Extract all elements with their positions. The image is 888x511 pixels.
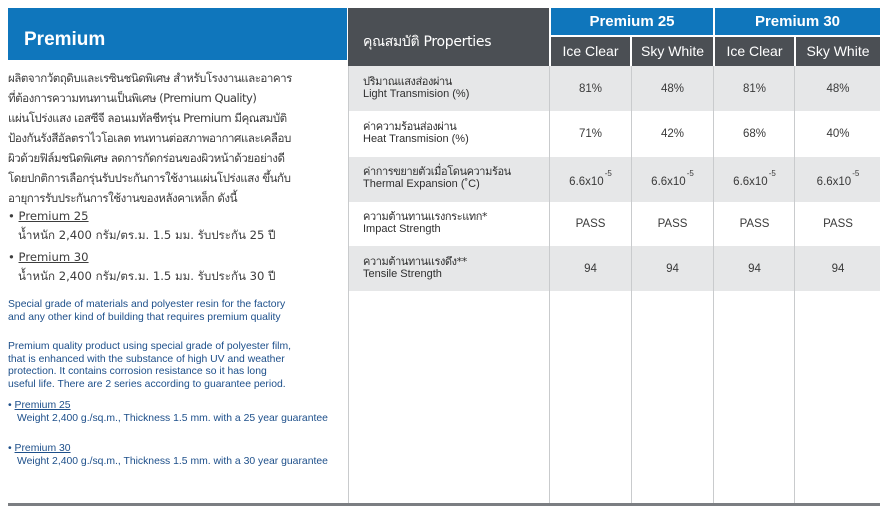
property-english: Heat Transmision (%) bbox=[363, 133, 469, 145]
value-cell bbox=[715, 169, 794, 188]
table-row bbox=[348, 202, 880, 246]
value-base: 6.6x10 bbox=[816, 176, 852, 188]
property-thai: ความต้านทานแรงกระแทก* bbox=[363, 210, 488, 223]
value-cell bbox=[632, 169, 713, 188]
bullet-title: Premium 25 bbox=[14, 400, 71, 411]
column-divider bbox=[713, 66, 714, 504]
description-panel bbox=[8, 68, 348, 468]
bullet-title: Premium 30 bbox=[14, 443, 71, 454]
bullet-title: Premium 25 bbox=[18, 209, 89, 223]
en-bullet-premium-25: • Premium 25 Weight 2,400 g./sq.m., Thickness 1.5 mm. with a 25 year guarantee bbox=[8, 400, 348, 425]
bullet-desc: น้ำหนัก 2,400 กรัม/ตร.ม. 1.5 มม. รับประกัน 25 ปี bbox=[18, 228, 276, 242]
value-cell: PASS bbox=[575, 218, 606, 230]
variant-sky-white: Sky White bbox=[632, 37, 713, 66]
value-cell: PASS bbox=[739, 218, 770, 230]
en-line: that is enhanced with the substance of high UV and weather bbox=[8, 353, 285, 365]
en-line: useful life. There are 2 series according to guarantee period. bbox=[8, 378, 286, 390]
en-line: protection. It contains corrosion resistance so it has long bbox=[8, 366, 267, 377]
value-cell: 42% bbox=[660, 128, 685, 140]
thai-bullet-premium-30: • Premium 30 น้ำหนัก 2,400 กรัม/ตร.ม. 1.5 มม. รับประกัน 30 ปี bbox=[8, 249, 348, 285]
value-cell: 94 bbox=[748, 263, 761, 275]
bullet-desc: Weight 2,400 g./sq.m., Thickness 1.5 mm. with a 30 year guarantee bbox=[17, 455, 328, 467]
value-cell: 68% bbox=[742, 128, 767, 140]
properties-header: คุณสมบัติ Properties bbox=[348, 8, 549, 66]
variant-ice-clear: Ice Clear bbox=[551, 37, 630, 66]
thai-line: ผลิตจากวัตถุดิบและเรซินชนิดพิเศษ สำหรับโรงงานและอาคาร bbox=[8, 71, 292, 85]
thai-bullet-premium-25: • Premium 25 น้ำหนัก 2,400 กรัม/ตร.ม. 1.5 มม. รับประกัน 25 ปี bbox=[8, 208, 348, 244]
value-cell: 40% bbox=[826, 128, 850, 140]
bullet-desc: Weight 2,400 g./sq.m., Thickness 1.5 mm. with a 25 year guarantee bbox=[17, 412, 328, 424]
column-divider bbox=[631, 66, 632, 504]
property-label bbox=[363, 165, 511, 191]
thai-line: อายุการรับประกันการใช้งานของหลังคาเหล็ก ดังนี้ bbox=[8, 191, 238, 205]
value-base: 6.6x10 bbox=[733, 176, 768, 188]
value-cell: PASS bbox=[823, 218, 853, 230]
property-thai: ค่าความร้อนส่องผ่าน bbox=[363, 120, 457, 133]
property-english: Light Transmision (%) bbox=[363, 88, 470, 100]
property-label bbox=[363, 255, 467, 281]
series-premium-25: Premium 25 bbox=[551, 8, 713, 35]
value-cell: 81% bbox=[742, 83, 767, 95]
value-cell: 48% bbox=[826, 83, 850, 95]
english-intro bbox=[8, 299, 348, 324]
value-exponent: -5 bbox=[686, 169, 694, 178]
thai-line: ที่ต้องการความทนทานเป็นพิเศษ (Premium Quality) bbox=[8, 91, 257, 105]
value-cell: 94 bbox=[831, 263, 845, 275]
value-base: 6.6x10 bbox=[569, 176, 604, 188]
thai-line: ป้องกันรังสีอัลตราไวโอเลต ทนทานต่อสภาพอากาศและเคลือบ bbox=[8, 131, 291, 145]
en-line: Special grade of materials and polyester resin for the factory bbox=[8, 299, 286, 310]
value-cell: 71% bbox=[578, 128, 603, 140]
thai-line: แผ่นโปร่งแสง เอสซีจี ลอนเมทัลชีทรุ่น Premium มีคุณสมบัติ bbox=[8, 111, 287, 125]
value-cell: 81% bbox=[578, 83, 603, 95]
table-row bbox=[348, 111, 880, 157]
property-label bbox=[363, 120, 469, 146]
table-row bbox=[348, 157, 880, 202]
property-english: Thermal Expansion (˚C) bbox=[363, 178, 480, 190]
table-row bbox=[348, 66, 880, 111]
property-thai: ค่าการขยายตัวเมื่อโดนความร้อน bbox=[363, 165, 511, 178]
value-base: 6.6x10 bbox=[651, 176, 686, 188]
variant-ice-clear: Ice Clear bbox=[715, 37, 794, 66]
value-cell bbox=[551, 169, 630, 188]
value-cell: 94 bbox=[666, 263, 679, 275]
bullet-desc: น้ำหนัก 2,400 กรัม/ตร.ม. 1.5 มม. รับประกัน 30 ปี bbox=[18, 269, 276, 283]
value-cell: PASS bbox=[657, 218, 688, 230]
en-bullet-premium-30: • Premium 30 Weight 2,400 g./sq.m., Thickness 1.5 mm. with a 30 year guarantee bbox=[8, 443, 348, 468]
thai-line: โดยปกติการเลือกรุ่นรับประกันการใช้งานแผ่นโปร่งแสง ขึ้นกับ bbox=[8, 171, 291, 185]
value-cell bbox=[796, 169, 880, 188]
bottom-rule bbox=[8, 503, 880, 506]
value-exponent: -5 bbox=[768, 169, 776, 178]
series-premium-30: Premium 30 bbox=[715, 8, 880, 35]
value-exponent: -5 bbox=[604, 169, 612, 178]
thai-description bbox=[8, 68, 348, 208]
property-label bbox=[363, 75, 469, 101]
property-thai: ความต้านทานแรงดึง** bbox=[363, 255, 467, 268]
en-line: and any other kind of building that requires premium quality bbox=[8, 311, 281, 323]
english-description bbox=[8, 341, 348, 391]
value-cell: 48% bbox=[660, 83, 685, 95]
column-divider bbox=[549, 66, 550, 504]
property-english: Impact Strength bbox=[363, 223, 441, 235]
section-title: Premium bbox=[8, 8, 347, 60]
property-thai: ปริมาณแสงส่องผ่าน bbox=[363, 75, 452, 88]
property-english: Tensile Strength bbox=[363, 268, 442, 280]
variant-sky-white: Sky White bbox=[796, 37, 880, 66]
value-exponent: -5 bbox=[852, 169, 860, 178]
bullet-title: Premium 30 bbox=[18, 250, 89, 264]
property-label bbox=[363, 210, 487, 236]
column-divider bbox=[794, 66, 795, 504]
table-row bbox=[348, 246, 880, 291]
thai-line: ผิวด้วยฟิล์มชนิดพิเศษ ลดการกัดกร่อนของผิวหน้าด้วยอย่างดี bbox=[8, 151, 285, 165]
column-divider bbox=[348, 66, 349, 504]
en-line: Premium quality product using special grade of polyester film, bbox=[8, 341, 291, 352]
value-cell: 94 bbox=[584, 263, 597, 275]
